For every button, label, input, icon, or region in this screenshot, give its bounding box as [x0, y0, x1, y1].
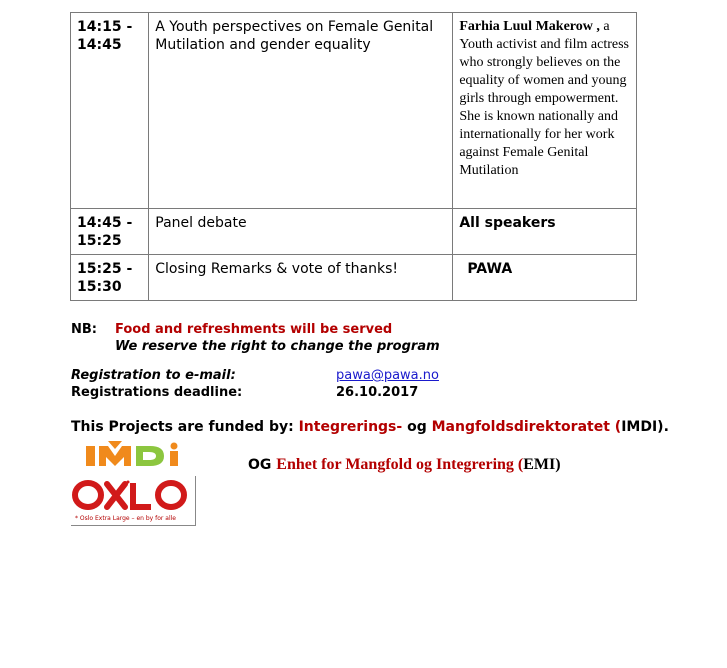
funding-og: og [402, 419, 432, 435]
og-prefix: OG [248, 457, 277, 473]
reserve-note: We reserve the right to change the program [115, 339, 440, 354]
funder-mangfolds: Mangfoldsdirektoratet [431, 419, 610, 435]
registration-email-label: Registration to e-mail: [71, 368, 236, 383]
funding-abbr: IMDI [621, 419, 658, 435]
funding-prefix: This Projects are funded by: [71, 419, 299, 435]
topic-cell: A Youth perspectives on Female Genital Mutilation and gender equality [149, 13, 453, 209]
emi-paren-close: ) [555, 456, 561, 473]
time-start: 14:15 - [77, 19, 133, 35]
speaker-cell: All speakers [453, 209, 637, 255]
time-end: 15:30 [77, 279, 122, 295]
oxlo-tagline: * Oslo Extra Large – en by for alle [75, 515, 176, 522]
time-start: 14:45 - [77, 215, 133, 231]
funding-paren-open: ( [609, 419, 622, 435]
oxlo-logo-mark [71, 476, 195, 514]
table-row [71, 13, 637, 209]
oxlo-logo [71, 476, 196, 526]
time-end: 14:45 [77, 37, 122, 53]
time-cell [71, 209, 149, 255]
speaker-bio: a Youth activist and film actress who strongly believes on the equality of women and young girls through empowerment. She is known nationally and internationally for her work against Female Genital Mutilation [459, 19, 629, 178]
table-row [71, 255, 637, 301]
funding-paren-close: ). [657, 419, 669, 435]
program-table [70, 12, 637, 301]
imdi-logo [84, 438, 202, 469]
registration-deadline-label: Registrations deadline: [71, 385, 243, 400]
time-start: 15:25 - [77, 261, 133, 277]
time-end: 15:25 [77, 233, 122, 249]
time-cell [71, 255, 149, 301]
emi-paren-open: ( [513, 456, 524, 473]
speaker-cell [453, 13, 637, 209]
funder-integrerings: Integrerings- [298, 419, 403, 435]
speaker-name: Farhia Luul Makerow , [459, 19, 600, 34]
nb-label: NB: [71, 322, 97, 337]
registration-deadline: 26.10.2017 [336, 385, 419, 400]
food-note: Food and refreshments will be served [115, 322, 393, 337]
emi-abbr: EMI [523, 456, 556, 473]
registration-email-link[interactable]: pawa@pawa.no [336, 368, 439, 383]
funding-line [71, 418, 669, 436]
funder-emi: Enhet for Mangfold og Integrering [276, 456, 514, 473]
topic-cell: Panel debate [149, 209, 453, 255]
og-funding-line [248, 456, 561, 474]
speaker-cell: PAWA [453, 255, 637, 301]
table-row [71, 209, 637, 255]
time-cell [71, 13, 149, 209]
topic-cell: Closing Remarks & vote of thanks! [149, 255, 453, 301]
